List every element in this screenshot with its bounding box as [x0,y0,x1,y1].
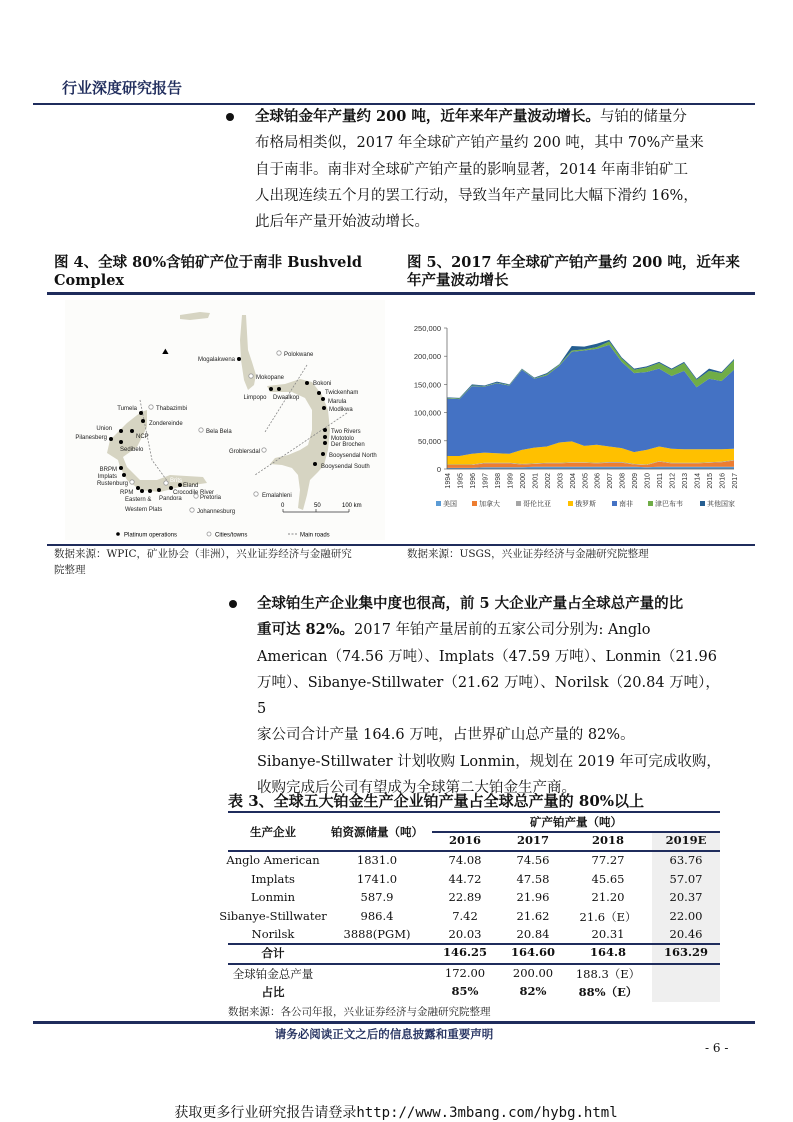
x-tick-label: 2001 [532,473,540,489]
cell-company: Sibanye-Stillwater [219,908,327,923]
cell-company: Norilsk [251,927,295,941]
report-header-title: 行业深度研究报告 [62,79,183,97]
operation-label: Modikwa [329,407,353,413]
share-value: 82% [519,984,547,998]
city-label: Mokopane [256,375,285,381]
section1-line: 人出现连续五个月的罢工行动，导致当年产量同比大幅下滑约 16%， [255,187,698,204]
x-tick-label: 2017 [732,473,739,489]
header-output: 矿产铂产量（吨） [530,815,622,829]
cell-value: 20.37 [669,890,703,904]
bullet-icon [229,600,237,608]
total-value: 164.8 [589,945,627,959]
section1-line: 与铂的储量分 [599,109,687,125]
x-tick-label: 2008 [619,473,627,489]
x-tick-label: 2002 [544,473,552,489]
area-series-4 [447,345,734,456]
section2-bold: 重可达 82%。 [257,621,355,639]
operation-label: Eland [183,483,199,489]
operation-label: Zondereinde [149,421,183,427]
x-tick-label: 2010 [644,473,652,489]
x-tick-label: 1998 [494,473,502,489]
legend-roads: Main roads [300,532,330,539]
legend-cities: Cities/towns [215,532,248,539]
x-tick-label: 1999 [507,473,515,489]
city-circle [164,481,168,485]
x-tick-label: 2006 [594,473,602,489]
total-label: 合计 [261,946,285,960]
cell-value: 44.72 [448,871,482,886]
operation-label: Pilanesberg [75,435,107,441]
operation-dot [323,428,327,432]
figure4-caption: 图 4、全球 80%含铂矿产位于南非 Bushveld Complex [54,254,362,289]
header-year: 2019E [665,833,707,847]
y-tick-label: 50,000 [418,436,441,446]
cell-value: 22.89 [448,890,482,904]
total-value: 163.29 [663,945,709,959]
share-label: 占比 [261,985,285,999]
operation-dot [321,397,325,401]
x-tick-label: 1996 [469,473,477,489]
scale-label: 50 [314,503,321,509]
global-value: 200.00 [512,966,554,980]
city-circle [277,351,281,355]
operation-label: Booysendal South [321,464,370,470]
operation-dot [119,429,123,433]
city-circle [249,374,253,378]
cell-value: 21.6（E） [579,909,637,924]
operation-label: Dwaalkop [273,395,300,401]
city-label: Bela Bela [206,429,232,435]
header-year: 2016 [448,833,482,847]
city-label: Groblersdal [228,449,260,455]
x-tick-label: 2012 [669,473,677,489]
city-circle [262,448,266,452]
operation-label: Twickenham [325,390,359,396]
y-tick-label: 200,000 [413,352,441,362]
operation-dot [321,452,325,456]
legend-label: 加拿大 [479,501,500,508]
cell-value: 74.08 [448,853,482,867]
y-tick-label: 0 [436,465,441,474]
cell-value: 20.31 [591,927,625,941]
operation-label: Implats [97,474,117,480]
cell-value: 57.07 [669,871,703,886]
section1-bold: 全球铂金年产量约 200 吨，近年来年产量波动增长。 [255,108,600,125]
legend-label: 其他国家 [707,501,735,508]
legend-swatch [516,501,521,506]
operation-label: NCP [136,434,149,440]
operation-dot [313,462,317,466]
cell-value: 21.96 [516,890,550,904]
global-label: 全球铂金总产量 [232,967,314,981]
operation-label: BRPM [99,467,117,473]
operation-dot [157,488,161,492]
city-circle [199,428,203,432]
cell-value: 77.27 [591,853,625,867]
operation-label: Two Rivers [331,429,361,435]
legend-label: 津巴布韦 [655,501,683,508]
section1-line: 布格局相类似，2017 年全球矿产铂产量约 200 吨，其中 70%产量来 [255,135,704,152]
operation-label: Sedibelo [120,447,144,453]
operation-label: Mogalakwena [197,357,235,363]
legend-label: 美国 [443,501,457,508]
legend-swatch [568,501,573,506]
header-company: 生产企业 [250,825,296,839]
section1-line: 此后年产量开始波动增长。 [255,214,429,231]
x-tick-label: 1995 [457,473,465,489]
x-tick-label: 2009 [632,473,640,489]
operation-dot [269,387,273,391]
city-circle [130,480,134,484]
cell-value: 74.56 [516,853,550,867]
operation-dot [317,391,321,395]
cell-value: 63.76 [669,853,703,867]
city-label: Emalahleni [262,493,292,499]
operation-dot [148,489,152,493]
figure5-source: 数据来源：USGS，兴业证券经济与金融研究院整理 [407,548,649,560]
operation-dot [136,486,140,490]
section2-paragraph: 全球铂生产企业集中度也很高，前 5 大企业产量占全球总产量的比 重可达 82%。2017 年铂产量居前的五家公司分别为: Anglo American（74.56 万吨）、Implats（47.59 万吨）、Lonmin（21.96 万吨）、Sibanye-Stillwater（21.62 万吨）、Norilsk（20.84 万吨），5 家公司合计产量 164.6 万吨，占世界矿山总产量的 82%。 Sibanye-Stillwater 计划收购 Lonmin，规划在 2019 年可完成收购， 收购完成后公司有望成为全球第二大铂金生产商。 [257,595,721,797]
header-year: 2018 [591,833,625,847]
x-tick-label: 2015 [707,473,715,489]
mountain-icon: ⛰ [162,347,169,356]
x-tick-label: 2007 [607,473,615,489]
operation-dot [140,489,144,493]
cell-value: 20.03 [448,927,482,941]
cell-value: 7.42 [452,908,478,923]
bushveld-map [60,300,390,540]
section2-bold: 全球铂生产企业集中度也很高，前 5 大企业产量占全球总产量的比 [257,595,684,612]
city-label: Brits [170,478,182,484]
city-label: Pretoria [200,495,222,501]
header-reserve: 铂资源储量（吨） [331,825,423,839]
table-source: 数据来源：各公司年报，兴业证券经济与金融研究院整理 [228,1006,491,1018]
x-tick-label: 2014 [694,473,702,489]
cell-reserve: 986.4 [360,908,394,923]
y-tick-label: 150,000 [413,380,441,390]
legend-label: 俄罗斯 [575,501,596,508]
x-tick-label: 1997 [482,473,490,489]
operation-dot [119,440,123,444]
cell-reserve: 3888(PGM) [343,927,411,941]
cell-value: 45.65 [591,871,625,886]
cell-value: 22.00 [669,908,703,923]
legend-label: 哥伦比亚 [523,501,551,508]
operation-label: Mototolo [331,436,355,442]
y-tick-label: 100,000 [413,408,441,418]
disclaimer: 请务必阅读正文之后的信息披露和重要声明 [274,1027,494,1041]
header-year: 2017 [516,833,550,847]
operation-label: Limpopo [243,395,267,401]
operation-label: Eastern & [125,497,152,503]
global-value: 172.00 [444,966,486,980]
cell-value: 21.20 [591,890,625,904]
section1-paragraph [255,104,725,235]
cell-reserve: 587.9 [360,890,394,904]
legend-swatch [648,501,653,506]
section1-line: 自于南非。南非对全球矿产铂产量的影响显著，2014 年南非铂矿工 [255,161,689,178]
operation-dot [141,419,145,423]
x-tick-label: 2016 [719,473,727,489]
legend-label: 南非 [619,501,633,508]
operation-dot [109,437,113,441]
figure-top-divider [47,292,755,295]
figure4-source: 数据来源：WPIC，矿业协会（非洲），兴业证券经济与金融研究 院整理 [54,548,352,576]
operation-dot [139,411,143,415]
cell-value: 20.46 [669,927,703,941]
operation-label: RPM [120,490,134,496]
operation-dot [122,473,126,477]
x-tick-label: 2005 [582,473,590,489]
global-value: 188.3（E） [575,967,641,981]
operation-dot [323,441,327,445]
city-circle [190,508,194,512]
cell-reserve: 1831.0 [356,853,398,867]
table-title: 表 3、全球五大铂金生产企业铂产量占全球总产量的 80%以上 [228,792,645,810]
operation-label: Booysendal North [329,453,377,459]
table-rule [228,850,720,852]
cell-company: Lonmin [251,890,295,904]
x-tick-label: 2004 [569,473,577,489]
city-circle [149,405,153,409]
operation-dot [323,435,327,439]
operation-label: Bokoni [313,381,332,387]
operation-label: Crocodile River [173,490,215,496]
operation-dot [237,357,241,361]
page-number: - 6 - [705,1041,729,1055]
cell-company: Anglo American [226,853,320,867]
scale-label: 0 [281,503,285,509]
city-label: Polokwane [284,352,314,358]
city-label: Johannesburg [197,509,236,515]
bullet-icon [226,113,234,121]
cell-value: 20.84 [516,927,550,941]
legend-swatch [612,501,617,506]
operation-label: Marula [328,399,347,405]
operation-dot [119,466,123,470]
cell-reserve: 1741.0 [356,871,398,886]
x-tick-label: 1994 [445,473,452,489]
y-tick-label: 250,000 [413,324,441,333]
x-tick-label: 2013 [682,473,690,489]
operation-label: Pandora [159,496,182,502]
cell-company: Implats [251,871,295,886]
legend-swatch [436,501,441,506]
cell-value: 21.62 [516,908,550,923]
city-label: Rustenburg [96,481,128,487]
total-value: 146.25 [442,945,488,959]
platinum-output-chart [400,315,750,515]
operation-dot [277,387,281,391]
total-value: 164.60 [510,945,556,959]
operation-dot [130,429,134,433]
legend-operations: Platinum operations [124,532,178,539]
operation-label: Union [96,426,112,432]
x-tick-label: 2000 [519,473,527,489]
legend-swatch [472,501,477,506]
operation-label: Tumela [117,406,137,412]
city-label: Thabazimbi [156,406,188,412]
share-value: 85% [451,984,479,998]
table-rule [228,811,720,813]
operation-label: Western Plats [125,507,163,513]
x-tick-label: 2011 [657,473,665,489]
x-tick-label: 2003 [557,473,565,489]
operation-label: Der Brochen [331,442,365,448]
more-reports-link[interactable]: 获取更多行业研究报告请登录http://www.3mbang.com/hybg.html [174,1105,618,1121]
legend-swatch [700,501,705,506]
table-rule [228,963,720,965]
city-circle [254,492,258,496]
operation-dot [305,381,309,385]
scale-label: 100 km [342,503,362,509]
footer-divider [33,1021,755,1024]
operation-dot [322,406,326,410]
figure5-caption: 图 5、2017 年全球矿产铂产量约 200 吨，近年来 年产量波动增长 [407,254,740,289]
share-value: 88%（E） [578,985,638,999]
cell-value: 47.58 [516,871,550,886]
